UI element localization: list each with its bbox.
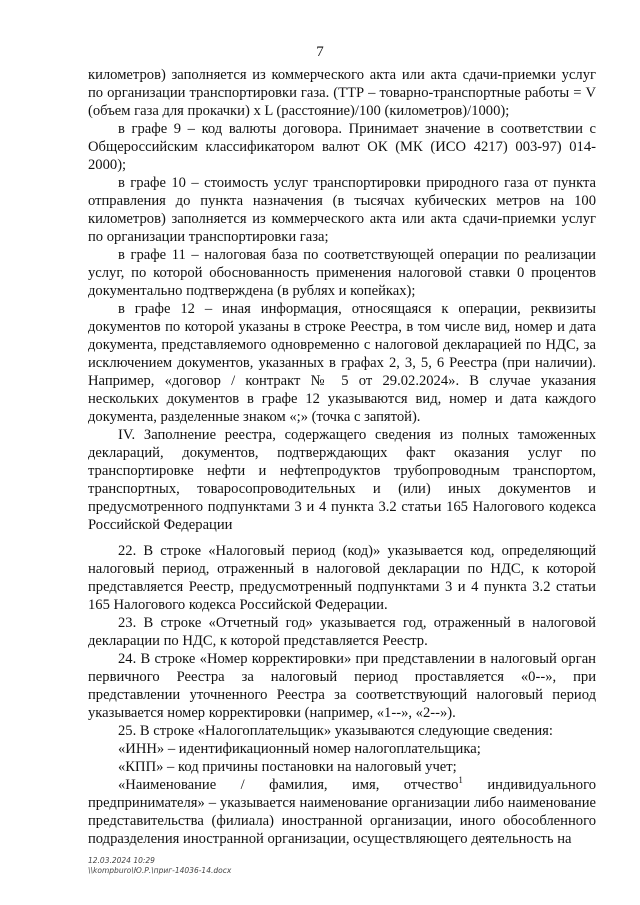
paragraph-23: 23. В строке «Отчетный год» указывается год, отраженный в налоговой декларации по НДС, к которой представляется Реестр. — [88, 615, 596, 649]
footnote-marker: 1 — [458, 775, 463, 786]
paragraph-name — [88, 776, 596, 848]
paragraph-25: 25. В строке «Налогоплательщик» указываются следующие сведения: — [118, 723, 553, 739]
file-footer — [88, 856, 231, 876]
footer-timestamp: 12.03.2024 10:29 — [88, 856, 155, 865]
name-text-start: «Наименование / фамилия, имя, отчество — [118, 777, 459, 793]
paragraph-column-12: в графе 12 – иная информация, относящаяся к операции, реквизиты документов по которой указаны в строке Реестра, в том числе вид, номер и дата документа, представляемого одновременно с налоговой декларацией по НДС, за исключением документов, указанных в графах 2, 3, 5, 6 Реестра (при наличии). Например, «договор / контракт № 5 от 29.02.2024». В случае указания нескольких документов в графе 12 указываются вид, номер и дата каждого документа, разделенные знаком «;» (точка с запятой). — [88, 301, 596, 425]
page-number: 7 — [316, 44, 324, 60]
paragraph-24: 24. В строке «Номер корректировки» при представлении в налоговый орган первичного Реестра за налоговый период проставляется «0--», при представлении уточненного Реестра за соответствующий налоговый период указывается номер корректировки (например, «1--», «2--»). — [88, 651, 596, 721]
footer-filepath: \\kompburo\Ю.Р.\приг-14036-14.docx — [88, 866, 232, 875]
name-text-end: индивидуального предпринимателя» – указывается наименование организации либо наименование представительства (филиала) иностранной организации, иного обособленного подразделения иностранной организации, осуществляющего деятельность на — [88, 777, 597, 847]
paragraph-column-10: в графе 10 – стоимость услуг транспортировки природного газа от пункта отправления до пункта назначения (в тысячах кубических метров на 100 километров) заполняется из коммерческого акта или акта сдачи-приемки услуг по организации транспортировки газа; — [88, 175, 596, 245]
paragraph-column-11: в графе 11 – налоговая база по соответствующей операции по реализации услуг, по которой обоснованность применения налоговой ставки 0 процентов документально подтверждена (в рублях и копейках); — [88, 247, 596, 299]
paragraph-22: 22. В строке «Налоговый период (код)» указывается код, определяющий налоговый период, отраженный в налоговой декларации по НДС, к которой представляется Реестр, предусмотренный подпунктами 3 и 4 пункта 3.2 статьи 165 Налогового кодекса Российской Федерации. — [88, 543, 596, 613]
paragraph-continuation: километров) заполняется из коммерческого акта или акта сдачи-приемки услуг по организации транспортировки газа. (ТТР – товарно-транспортные работы = V (объем газа для прокачки) х L (расстояние)/100 (километров)/1000); — [88, 67, 596, 119]
paragraph-kpp: «КПП» – код причины постановки на налоговый учет; — [118, 759, 457, 775]
document-body — [88, 66, 596, 848]
section-heading: IV. Заполнение реестра, содержащего сведения из полных таможенных деклараций, документов, подтверждающих факт оказания услуг по транспортировке нефти и нефтепродуктов трубопроводным транспортом, транспортных, товаросопроводительных и (или) иных документов и предусмотренного подпунктами 3 и 4 пункта 3.2 статьи 165 Налогового кодекса Российской Федерации — [88, 427, 596, 533]
paragraph-column-9: в графе 9 – код валюты договора. Принимает значение в соответствии с Общероссийским классификатором валют ОК (МК (ИСО 4217) 003-97) 014-2000); — [88, 121, 596, 173]
paragraph-inn: «ИНН» – идентификационный номер налогоплательщика; — [118, 741, 481, 757]
